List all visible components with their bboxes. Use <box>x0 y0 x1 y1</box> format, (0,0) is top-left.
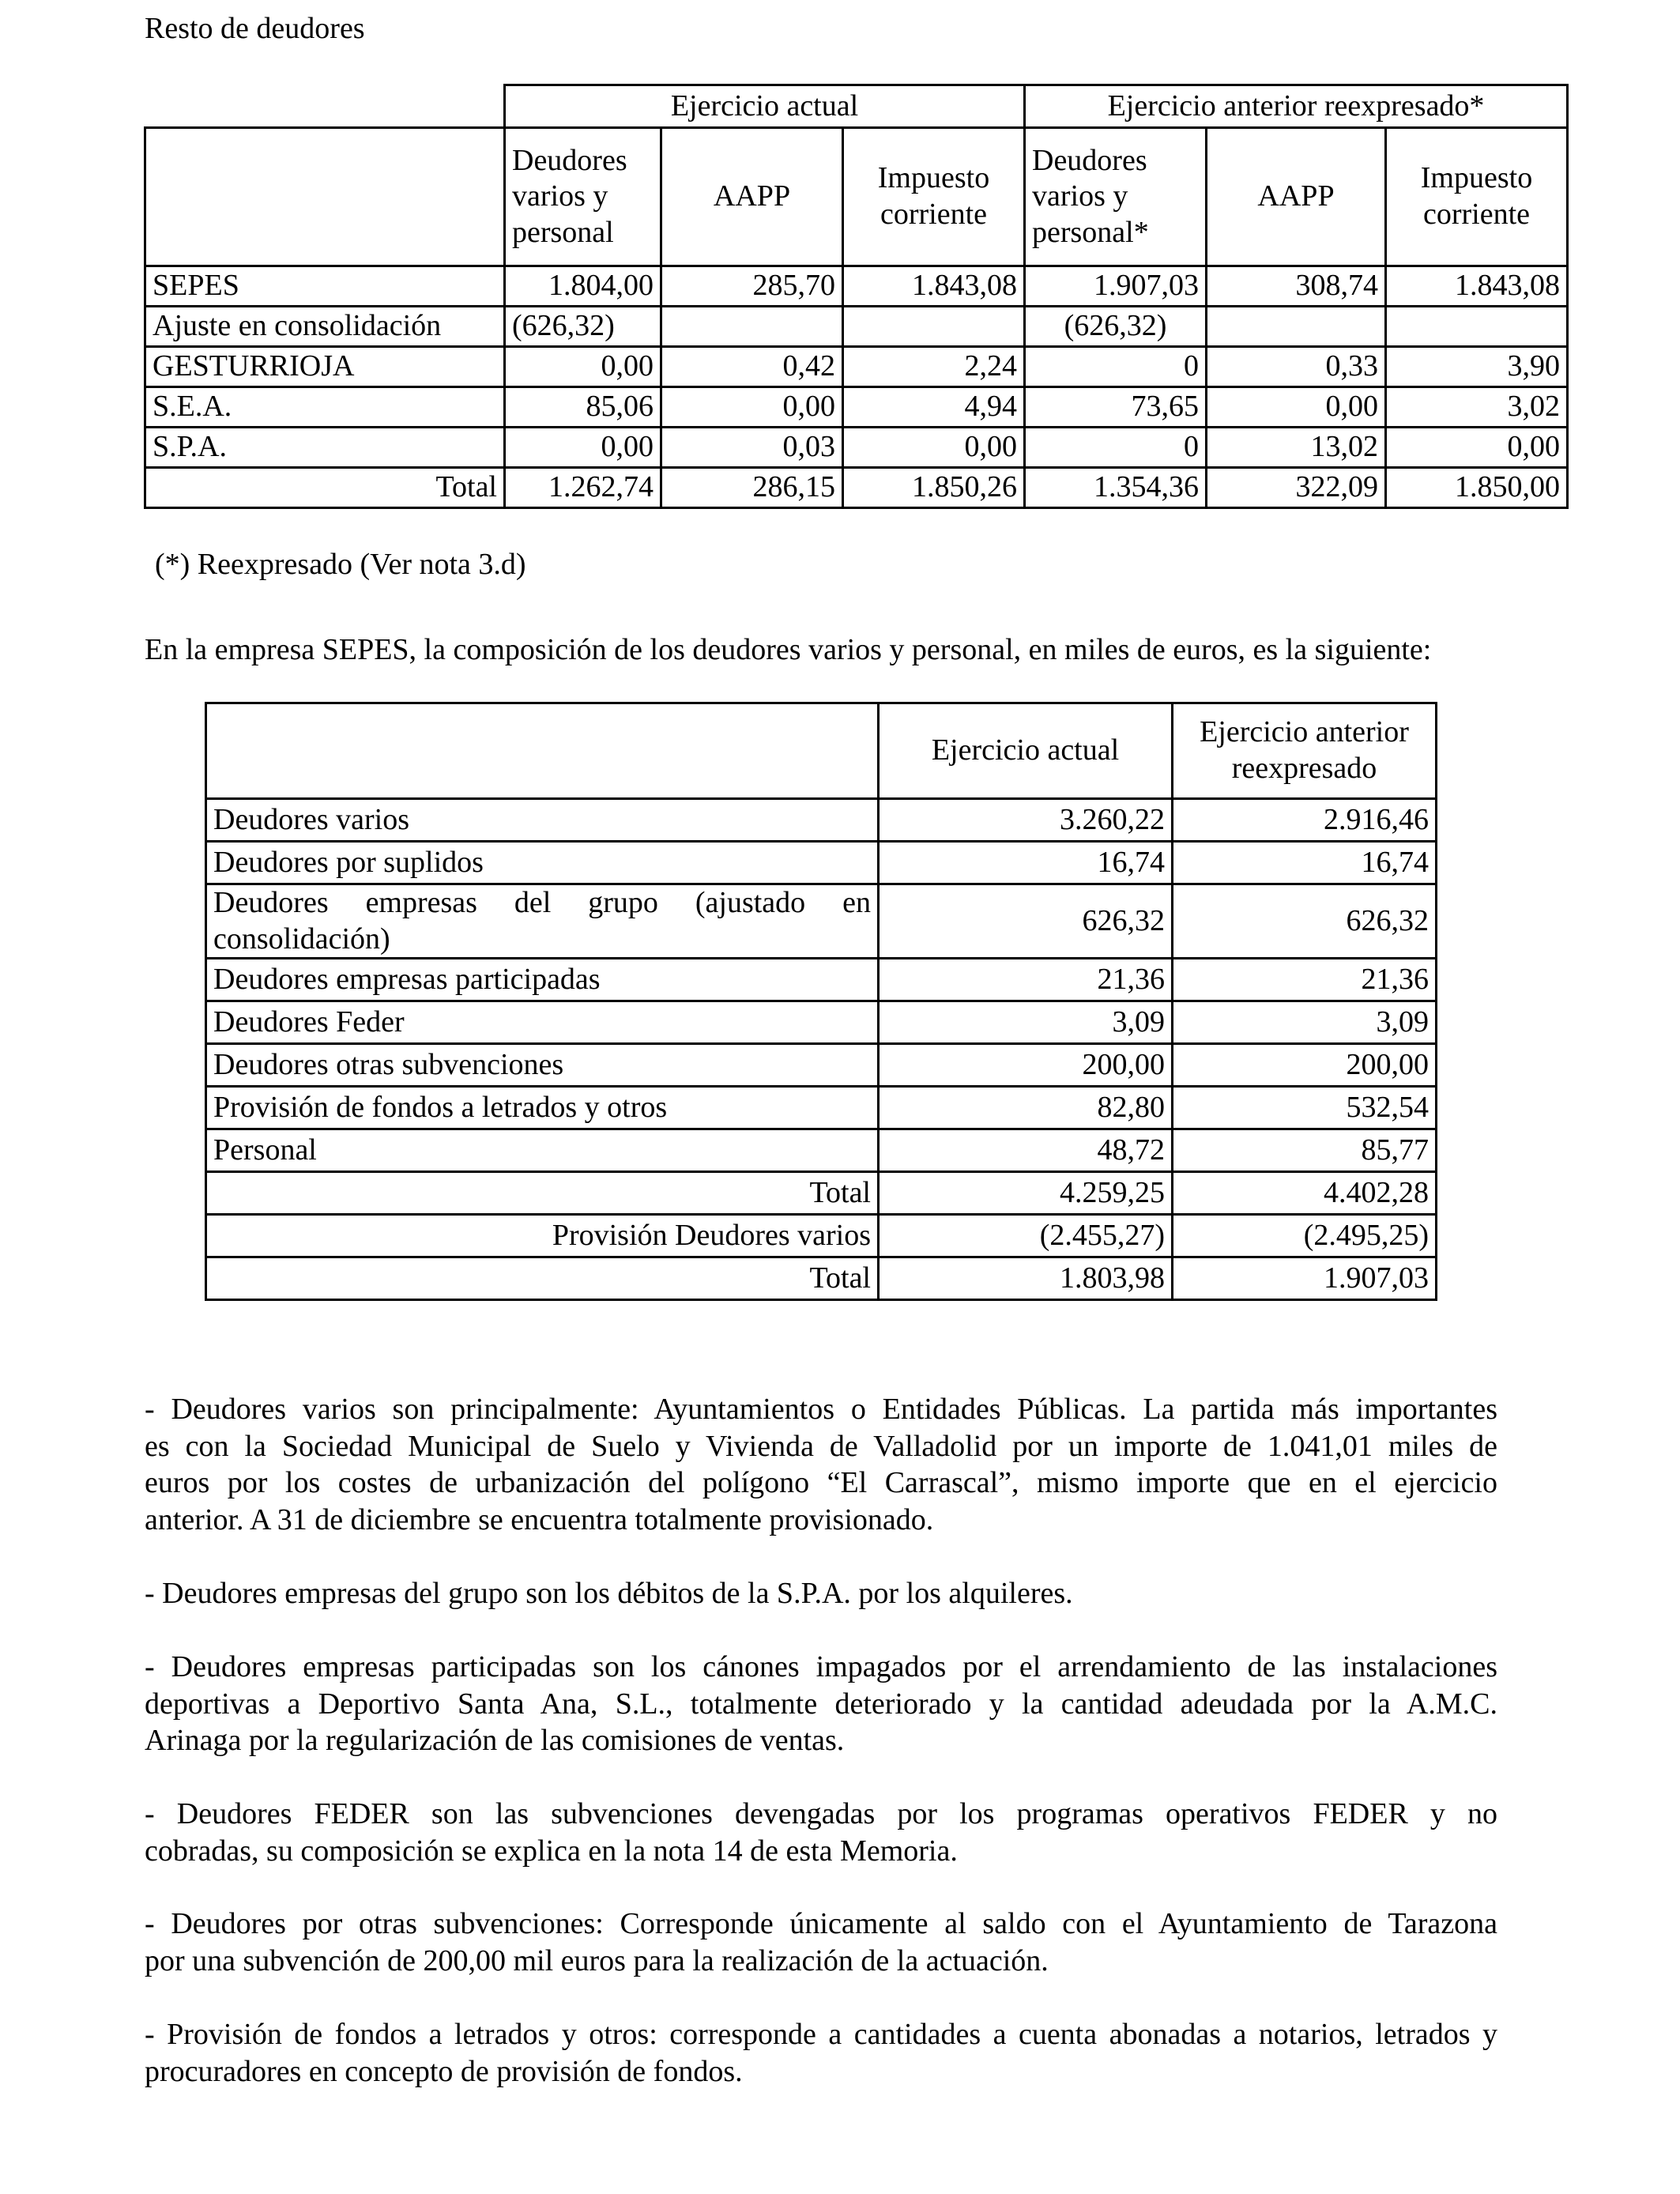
subtotal-row <box>206 1172 1437 1215</box>
cell: 21,36 <box>1173 959 1437 1001</box>
cell: 4.259,25 <box>879 1172 1173 1215</box>
row-label: Deudores empresas del grupo (ajustado en consolidación) <box>206 884 879 959</box>
table-row <box>145 307 1568 347</box>
cell: (626,32) <box>505 307 661 347</box>
cell: 16,74 <box>879 842 1173 884</box>
cell: 3,09 <box>879 1001 1173 1044</box>
cell <box>661 307 843 347</box>
cell: 0,00 <box>505 428 661 468</box>
cell: 13,02 <box>1207 428 1386 468</box>
table-row <box>145 428 1568 468</box>
table-row <box>206 884 1437 959</box>
cell: 0,00 <box>661 387 843 428</box>
cell: 0,03 <box>661 428 843 468</box>
cell: 1.843,08 <box>843 266 1025 307</box>
cell: 1.262,74 <box>505 468 661 508</box>
col-header-deudores-prev: Deudores varios y personal* <box>1025 128 1207 266</box>
cell: 532,54 <box>1173 1087 1437 1129</box>
row-header-empty <box>206 703 879 799</box>
cell: 0,00 <box>1207 387 1386 428</box>
row-label: Deudores por suplidos <box>206 842 879 884</box>
cell: 2,24 <box>843 347 1025 387</box>
row-label: Total <box>145 468 505 508</box>
cell: 21,36 <box>879 959 1173 1001</box>
cell: (2.455,27) <box>879 1215 1173 1257</box>
cell: 3,90 <box>1386 347 1568 387</box>
total-row <box>145 468 1568 508</box>
cell: 0,33 <box>1207 347 1386 387</box>
row-label: Ajuste en consolidación <box>145 307 505 347</box>
cell: 322,09 <box>1207 468 1386 508</box>
cell <box>843 307 1025 347</box>
cell: 285,70 <box>661 266 843 307</box>
section-heading: Resto de deudores <box>145 12 365 45</box>
cell: 1.843,08 <box>1386 266 1568 307</box>
col-header-current: Ejercicio actual <box>879 703 1173 799</box>
cell: 1.850,26 <box>843 468 1025 508</box>
footnote: (*) Reexpresado (Ver nota 3.d) <box>155 548 526 581</box>
cell: 626,32 <box>879 884 1173 959</box>
cell: 73,65 <box>1025 387 1207 428</box>
cell: 0,00 <box>1386 428 1568 468</box>
cell: 1.804,00 <box>505 266 661 307</box>
table-row <box>145 387 1568 428</box>
col-header-aapp-prev: AAPP <box>1207 128 1386 266</box>
cell: (626,32) <box>1025 307 1207 347</box>
cell: 1.850,00 <box>1386 468 1568 508</box>
cell: 48,72 <box>879 1129 1173 1172</box>
row-label: S.P.A. <box>145 428 505 468</box>
cell: 0,00 <box>843 428 1025 468</box>
paragraph-empresas-grupo: - Deudores empresas del grupo son los débitos de la S.P.A. por los alquileres. <box>145 1577 1073 1610</box>
cell: 1.803,98 <box>879 1257 1173 1300</box>
cell: (2.495,25) <box>1173 1215 1437 1257</box>
cell <box>1207 307 1386 347</box>
col-header-impuesto-prev: Impuesto corriente <box>1386 128 1568 266</box>
paragraph-otras-subvenciones: - Deudores por otras subvenciones: Corresponde únicamente al saldo con el Ayuntamiento de Tarazona por una subvención de 200,00 mil euros para la realización de la actuación. <box>145 1907 1497 1977</box>
row-header-empty <box>145 128 505 266</box>
row-label: Total <box>206 1172 879 1215</box>
paragraph-deudores-varios: - Deudores varios son principalmente: Ayuntamientos o Entidades Públicas. La partida más importantes es con la Sociedad Municipal de Suelo y Vivienda de Valladolid por un importe de 1.041,01 miles de euros por los costes de urbanización del polígono “El Carrascal”, mismo importe que en el ejercicio anterior. A 31 de diciembre se encuentra totalmente provisionado. <box>145 1393 1497 1536</box>
cell: 1.907,03 <box>1173 1257 1437 1300</box>
cell: 0 <box>1025 347 1207 387</box>
row-label: Personal <box>206 1129 879 1172</box>
table-row <box>206 842 1437 884</box>
cell: 85,77 <box>1173 1129 1437 1172</box>
cell: 85,06 <box>505 387 661 428</box>
sepes-debtors-composition-table <box>205 702 1437 1301</box>
row-label: Provisión de fondos a letrados y otros <box>206 1087 879 1129</box>
table-row <box>206 1087 1437 1129</box>
cell: 82,80 <box>879 1087 1173 1129</box>
row-label: S.E.A. <box>145 387 505 428</box>
cell: 3,09 <box>1173 1001 1437 1044</box>
paragraph-provision-fondos: - Provisión de fondos a letrados y otros: corresponde a cantidades a cuenta abonadas a notarios, letrados y procuradores en concepto de provisión de fondos. <box>145 2018 1497 2088</box>
provision-row <box>206 1215 1437 1257</box>
paragraph-empresas-participadas: - Deudores empresas participadas son los cánones impagados por el arrendamiento de las instalaciones deportivas a Deportivo Santa Ana, S.L., totalmente deteriorado y la cantidad adeudada por la A.M.C. Arinaga por la regularización de las comisiones de ventas. <box>145 1650 1497 1757</box>
table-row <box>206 799 1437 842</box>
row-label: GESTURRIOJA <box>145 347 505 387</box>
col-header-aapp: AAPP <box>661 128 843 266</box>
cell: 0 <box>1025 428 1207 468</box>
cell: 1.354,36 <box>1025 468 1207 508</box>
cell: 3.260,22 <box>879 799 1173 842</box>
intro-text: En la empresa SEPES, la composición de los deudores varios y personal, en miles de euros, es la siguiente: <box>145 633 1432 666</box>
row-label: Provisión Deudores varios <box>206 1215 879 1257</box>
row-label: Total <box>206 1257 879 1300</box>
paragraph-feder: - Deudores FEDER son las subvenciones devengadas por los programas operativos FEDER y no cobradas, su composición se explica en la nota 14 de esta Memoria. <box>145 1797 1497 1868</box>
row-label: Deudores otras subvenciones <box>206 1044 879 1087</box>
cell: 2.916,46 <box>1173 799 1437 842</box>
table-row <box>206 1129 1437 1172</box>
empty-corner <box>145 85 505 128</box>
cell: 4,94 <box>843 387 1025 428</box>
row-label: Deudores varios <box>206 799 879 842</box>
table-row <box>206 1044 1437 1087</box>
col-header-previous: Ejercicio anterior reexpresado <box>1173 703 1437 799</box>
group-header-previous: Ejercicio anterior reexpresado* <box>1025 85 1568 128</box>
table-row <box>145 266 1568 307</box>
cell: 286,15 <box>661 468 843 508</box>
cell: 0,00 <box>505 347 661 387</box>
row-label: SEPES <box>145 266 505 307</box>
table-row <box>206 959 1437 1001</box>
cell: 626,32 <box>1173 884 1437 959</box>
cell: 200,00 <box>879 1044 1173 1087</box>
row-label: Deudores Feder <box>206 1001 879 1044</box>
cell: 4.402,28 <box>1173 1172 1437 1215</box>
table-row <box>206 1001 1437 1044</box>
debtors-by-entity-table <box>144 84 1569 509</box>
cell: 200,00 <box>1173 1044 1437 1087</box>
group-header-current: Ejercicio actual <box>505 85 1025 128</box>
row-label: Deudores empresas participadas <box>206 959 879 1001</box>
col-header-deudores: Deudores varios y personal <box>505 128 661 266</box>
cell: 16,74 <box>1173 842 1437 884</box>
cell: 308,74 <box>1207 266 1386 307</box>
cell: 3,02 <box>1386 387 1568 428</box>
cell: 0,42 <box>661 347 843 387</box>
total-row <box>206 1257 1437 1300</box>
cell <box>1386 307 1568 347</box>
cell: 1.907,03 <box>1025 266 1207 307</box>
col-header-impuesto: Impuesto corriente <box>843 128 1025 266</box>
table-row <box>145 347 1568 387</box>
